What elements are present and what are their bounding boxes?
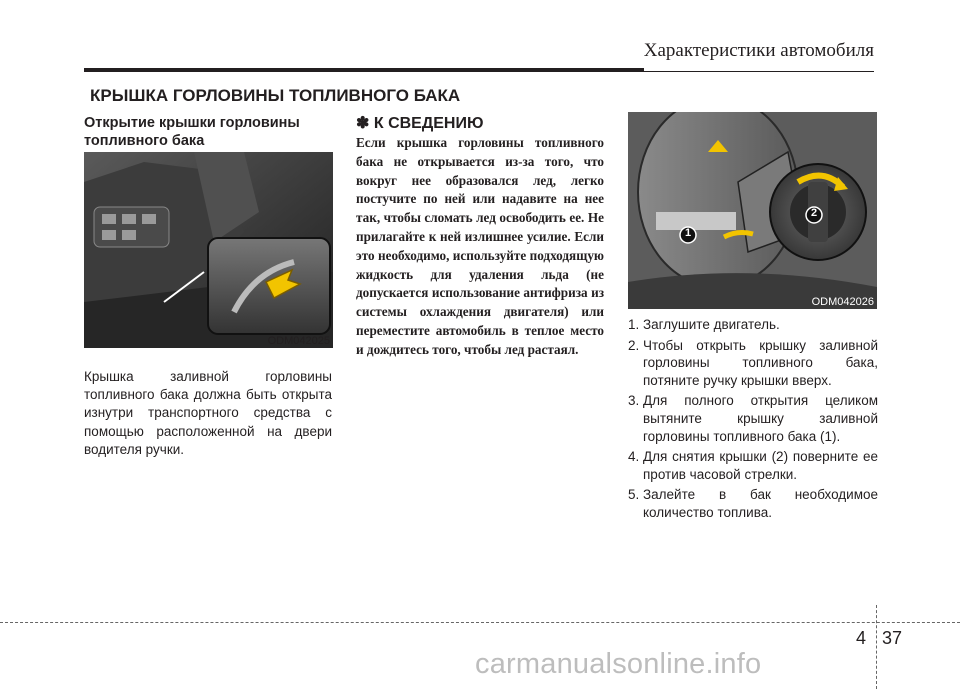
section-title: КРЫШКА ГОРЛОВИНЫ ТОПЛИВНОГО БАКА	[90, 86, 461, 105]
header-rule-thin	[84, 71, 874, 72]
callout-2: 2	[810, 207, 818, 219]
chapter-number: 4	[856, 628, 867, 648]
fuel-cap-illustration	[628, 112, 877, 309]
door-handle-photo	[84, 152, 333, 348]
callout-1: 1	[684, 227, 692, 239]
steps-list	[628, 316, 878, 525]
footer-vertical-rule	[876, 605, 878, 689]
page-number: 37	[882, 628, 903, 648]
left-paragraph: Крышка заливной горловины топливного бака должна быть открыта изнутри транспортного средства с помощью расположенной на двери водителя ручки.	[84, 369, 332, 457]
note-body: Если крышка горловины топливного бака не открывается из-за того, что вокруг нее образовался лед, легко постучите по ней или надавите на нее так, чтобы сломать лед освободить ее. Не прилагайте к ней излишнее усилие. Если это необходимо, используйте подходящую жидкость для удаления льда (не допускается использование антифриза из системы охлаждения двигателя) или переместите автомобиль в теплое место и дождитесь того, чтобы лед растаял.	[356, 135, 604, 357]
list-item: 4. Для снятия крышки (2) поверните ее против часовой стрелки.	[628, 449, 878, 482]
list-item: 1. Заглушите двигатель.	[628, 317, 780, 332]
footer-rule	[0, 622, 960, 624]
watermark: carmanualsonline.info	[475, 648, 762, 680]
list-item: 2. Чтобы открыть крышку заливной горловины топливного бака, потяните ручку крышки вверх.	[628, 337, 878, 388]
running-header: Характеристики автомобиля	[643, 40, 874, 61]
subsection-heading: Открытие крышки горловины топливного бака	[84, 115, 300, 149]
list-item: 3. Для полного открытия целиком вытяните крышку заливной горловины топливного бака (1).	[628, 393, 878, 444]
fuel-cap-photo	[628, 112, 877, 309]
figure-code-left: ODM042025	[267, 335, 330, 347]
note-title: ✽ К СВЕДЕНИЮ	[356, 115, 484, 132]
figure-code-right: ODM042026	[811, 296, 874, 308]
list-item: 5. Залейте в бак необходимое количество топлива.	[628, 487, 878, 520]
door-handle-illustration	[84, 152, 333, 348]
